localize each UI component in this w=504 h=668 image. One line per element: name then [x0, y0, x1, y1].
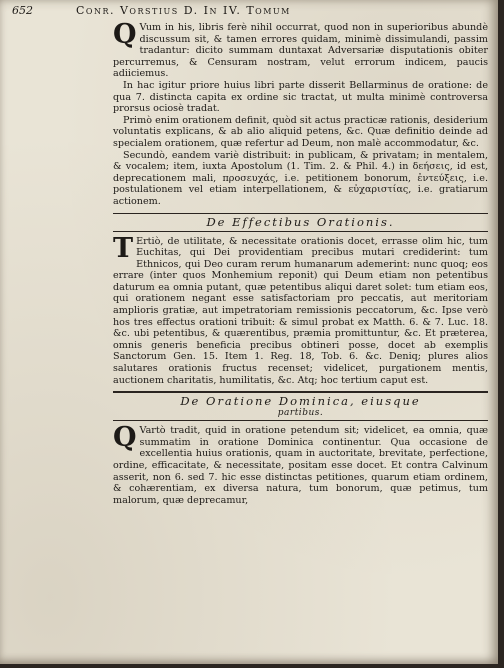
- paragraph-6: Q Vartò tradit, quid in oratione petendum sit; videlicet, ea omnia, quæ summatim in oratione Dominica continentur. Qua occasione de excellentia huius orationis, quam in auctoritate, brevitate, perfectione, ordine, efficacitate, & necessitate, positam esse docet. Et contra Calvinum asserit, non 6. sed 7. hic esse distinctas petitiones, quarum etiam ordinem, & cohærentiam, ex diversa natura, tum bonorum, quæ petimus, tum malorum, quæ deprecamur,: [113, 422, 488, 506]
- paragraph-5: T Ertiò, de utilitate, & necessitate orationis docet, errasse olim hic, tum Euchitas, qui Dei providentiam precibus mutari crediderint: tum Ethnicos, qui Deo curam rerum humanarum ademerint: nunc quoq; eos errare (inter quos Monhemium reponit) qui Deum etiam non petentibus daturum ea omnia putant, quæ petentibus aliqui daret solet: tum etiam eos, qui orationem negant esse satisfactoriam pro peccatis, aut meritoriam amplioris gratiæ, aut impetratoriam remissionis peccatorum, &c. Ipse verò hos tres effectus orationi tribuit: & simul probat ex Matth. 6. & 7. Luc. 18. &c. ubi petentibus, & quærentibus, præmia promittuntur, &c. Et præterea, omnis generis beneficia precibus obtineri posse, docet ab exemplis Sanctorum Gen. 15. Item 1. Reg. 18, Tob. 6. &c. Deniq; plures alios salutares orationis fructus recenset; videlicet, purgationem mentis, auctionem charitatis, humilitatis, &c. Atq; hoc tertium caput est.: [113, 232, 488, 386]
- paragraph-3: Primò enim orationem definit, quòd sit actus practicæ rationis, desiderium voluntatis explicans, & ab alio aliquid petens, &c. Quæ definitio deinde ad specialem orationem, quæ refertur ad Deum, non malè accommodatur, &c.: [113, 114, 488, 149]
- drop-cap-q: Q: [113, 19, 137, 50]
- heading-sub: partibus.: [277, 408, 324, 419]
- text-column: [113, 19, 488, 506]
- paragraph-2: In hac igitur priore huius libri parte disserit Bellarminus de oratione: de qua 7. distincta capita ex ordine sic tractat, ut multa minimè controversa prorsus ociosè tradat.: [113, 79, 488, 115]
- paragraph-4: Secundò, eandem variè distribuit: in publicam, & privatam; in mentalem, & vocalem; item, iuxta Apostolum (1. Tim. 2. & Phil. 4.) in δεήσεις, id est, deprecationem mali, προσευχάς, i.e. petitionem bonorum, ἐντεύξεις, i.e. postulationem vel etiam interpellationem, & εὐχαριστίας, i.e. gratiarum actionem.: [113, 149, 488, 207]
- running-title: Conr. Vorstius D. In IV. Tomum: [76, 4, 291, 17]
- paragraph-1: Q Vum in his, libris ferè nihil occurrat, quod non in superioribus abundè discussum sit, & tamen errores quidam, minimè dissimulandi, passim tradantur: dicito summam duntaxat Adversariæ disputationis obiter percurremus, & Censuram nostram, velut errorum indicem, paucis adiiciemus.: [113, 19, 488, 80]
- section-heading-oratio-dominica: [113, 391, 488, 421]
- drop-cap-t: T: [113, 232, 134, 264]
- running-header: [12, 4, 490, 17]
- section-heading-effects: De Effectibus Orationis.: [113, 213, 488, 232]
- drop-cap-q2: Q: [113, 422, 137, 454]
- heading-main: De Oratione Dominica, eiusque: [180, 394, 421, 409]
- page-number: 652: [12, 4, 33, 17]
